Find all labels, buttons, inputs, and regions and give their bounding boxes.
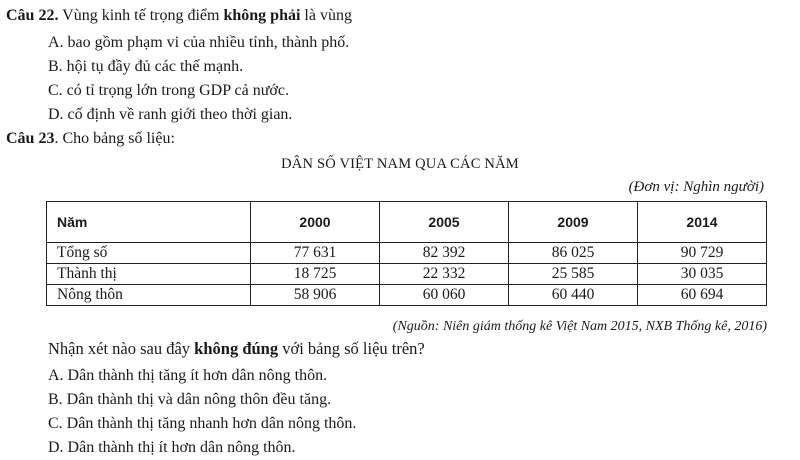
question-22-text-bold: không phải [223, 7, 301, 24]
table-cell: 90 729 [638, 243, 767, 264]
table-source: (Nguồn: Niên giám thống kê Việt Nam 2015, NXB Thống kê, 2016) [392, 319, 767, 334]
question-22-option-c[interactable]: C. có tỉ trọng lớn trong GDP cả nước. [48, 82, 289, 99]
question-22-stem [6, 6, 352, 26]
question-23-label: Câu 23 [6, 130, 55, 147]
prompt-text-bold: không đúng [194, 339, 279, 358]
table-header-year: 2000 [251, 202, 380, 243]
question-23-option-d[interactable]: D. Dân thành thị ít hơn dân nông thôn. [48, 439, 296, 456]
question-22-text-after: là vùng [300, 7, 352, 24]
prompt-text-before: Nhận xét nào sau đây [48, 339, 195, 358]
table-row [47, 243, 767, 264]
question-22-option-d[interactable]: D. cố định về ranh giới theo thời gian. [48, 106, 293, 123]
question-22-label: Câu 22. [6, 7, 59, 24]
question-22-option-a[interactable]: A. bao gồm phạm vi của nhiều tỉnh, thành phố. [48, 34, 350, 51]
question-23-text: . Cho bảng số liệu: [54, 130, 175, 147]
table-cell: 82 392 [380, 243, 509, 264]
table-header-row [47, 202, 767, 243]
table-unit: (Đơn vị: Nghìn người) [628, 179, 764, 195]
table-cell: 60 060 [380, 285, 509, 306]
row-label: Tổng số [47, 243, 251, 264]
table-title: DÂN SỐ VIỆT NAM QUA CÁC NĂM [281, 156, 519, 172]
table-header-year: 2005 [380, 202, 509, 243]
question-23-option-b[interactable]: B. Dân thành thị và dân nông thôn đều tăng. [48, 391, 332, 408]
table-row [47, 285, 767, 306]
population-table [46, 201, 767, 306]
question-22-option-b[interactable]: B. hội tụ đầy đủ các thế mạnh. [48, 58, 244, 75]
question-22-text-before: Vùng kinh tế trọng điểm [58, 7, 224, 24]
table-cell: 25 585 [509, 264, 638, 285]
row-label: Nông thôn [47, 285, 251, 306]
table-cell: 77 631 [251, 243, 380, 264]
table-cell: 18 725 [251, 264, 380, 285]
table-cell: 60 440 [509, 285, 638, 306]
table-cell: 22 332 [380, 264, 509, 285]
question-23-prompt [48, 339, 425, 359]
table-row [47, 264, 767, 285]
table-header-year: 2009 [509, 202, 638, 243]
question-23-stem [6, 129, 175, 149]
table-header-year: 2014 [638, 202, 767, 243]
question-23-option-a[interactable]: A. Dân thành thị tăng ít hơn dân nông thôn. [48, 367, 328, 384]
table-cell: 58 906 [251, 285, 380, 306]
prompt-text-after: với bảng số liệu trên? [278, 339, 425, 358]
table-cell: 86 025 [509, 243, 638, 264]
table-cell: 30 035 [638, 264, 767, 285]
row-label: Thành thị [47, 264, 251, 285]
table-header-label: Năm [47, 202, 251, 243]
question-23-option-c[interactable]: C. Dân thành thị tăng nhanh hơn dân nông thôn. [48, 415, 357, 432]
table-cell: 60 694 [638, 285, 767, 306]
